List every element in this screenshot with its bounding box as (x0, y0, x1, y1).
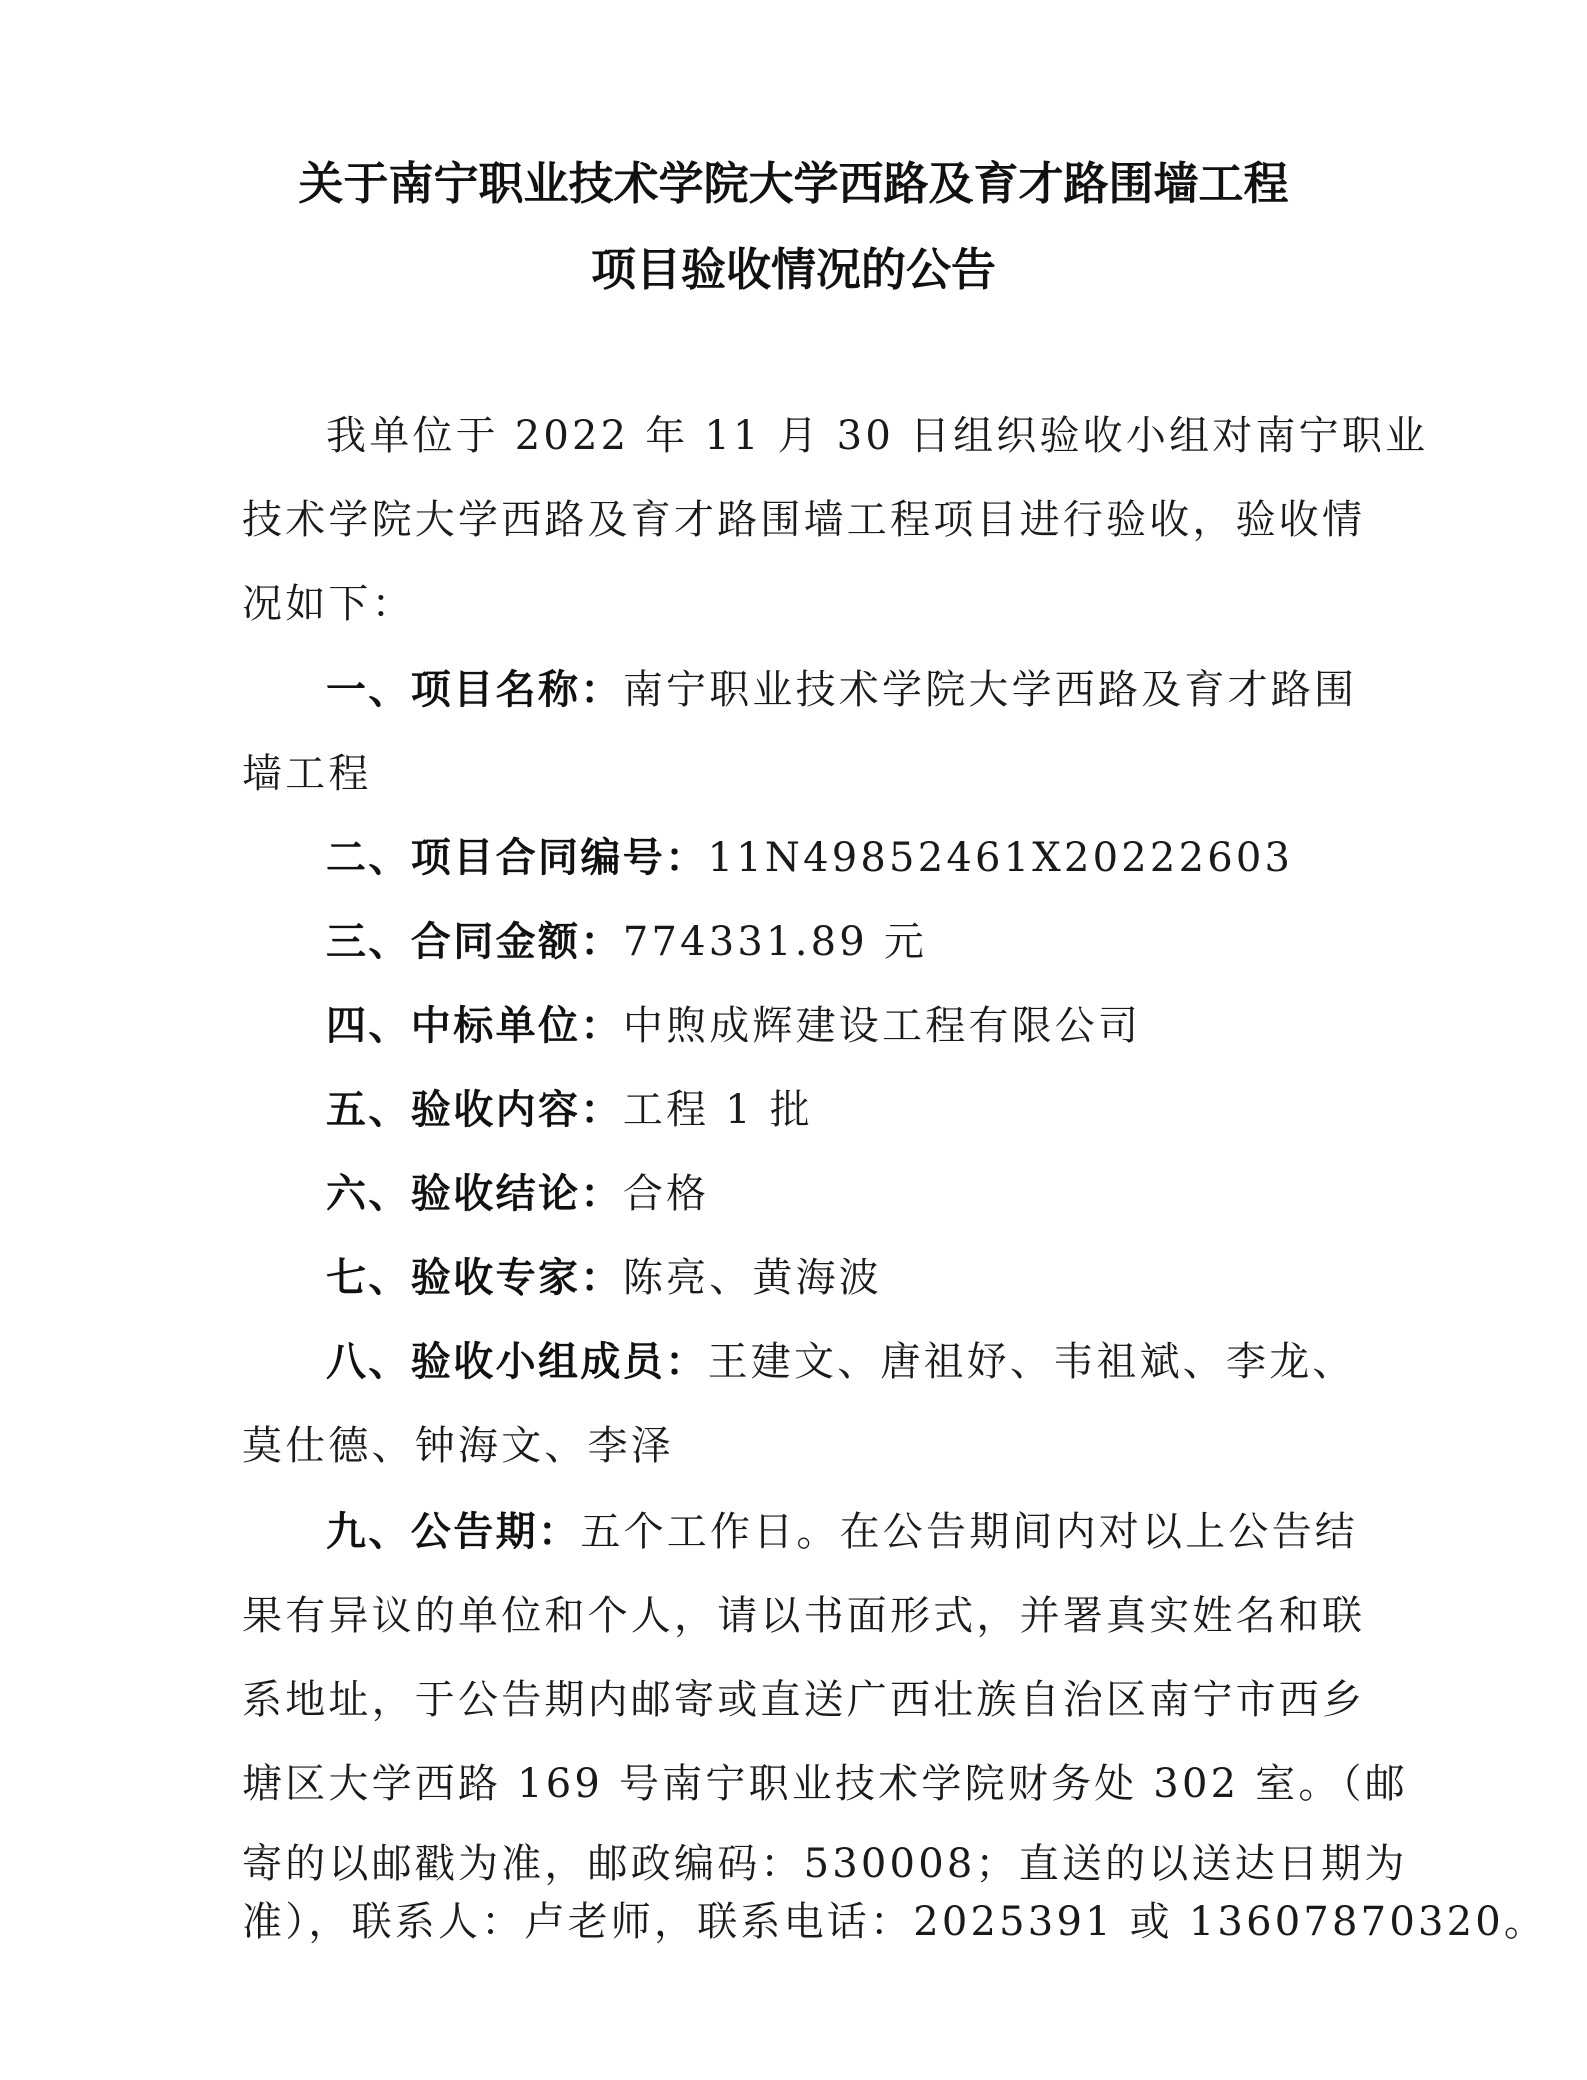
acceptance-conclusion-label: 六、验收结论： (326, 1171, 623, 1217)
item-acceptance-experts (326, 1250, 1436, 1306)
acceptance-conclusion-value: 合格 (622, 1171, 710, 1217)
group-members-value: 王建文、唐祖妤、韦祖斌、李龙、 (707, 1339, 1356, 1385)
winning-unit-value: 中煦成辉建设工程有限公司 (622, 1003, 1142, 1049)
item-project-name (326, 662, 1436, 718)
item-acceptance-conclusion (326, 1166, 1436, 1222)
notice-period-line-2: 果有异议的单位和个人，请以书面形式，并署真实姓名和联 (242, 1593, 1366, 1639)
document-title-line-2: 项目验收情况的公告 (590, 243, 996, 296)
group-members-value-continued: 莫仕德、钟海文、李泽 (242, 1423, 674, 1469)
contract-number-label: 二、项目合同编号： (326, 835, 708, 881)
contract-amount-value: 774331.89 元 (622, 919, 928, 965)
item-contract-number (326, 830, 1436, 886)
notice-period-line-6: 准），联系人：卢老师，联系电话：2025391 或 13607870320。 (242, 1899, 1548, 1945)
acceptance-experts-label: 七、验收专家： (326, 1255, 623, 1301)
contract-number-value: 11N49852461X20222603 (707, 835, 1294, 881)
item-group-members (326, 1334, 1436, 1390)
acceptance-content-value: 工程 1 批 (622, 1087, 813, 1133)
intro-line-2: 技术学院大学西路及育才路围墙工程项目进行验收，验收情 (242, 497, 1366, 543)
notice-period-line-3: 系地址，于公告期内邮寄或直送广西壮族自治区南宁市西乡 (242, 1677, 1366, 1723)
project-name-label: 一、项目名称： (326, 667, 623, 713)
intro-line-3: 况如下： (242, 581, 415, 627)
acceptance-content-label: 五、验收内容： (326, 1087, 623, 1133)
contract-amount-label: 三、合同金额： (326, 919, 623, 965)
document-title-line-1: 关于南宁职业技术学院大学西路及育才路围墙工程 (298, 157, 1289, 210)
item-winning-unit (326, 998, 1436, 1054)
group-members-label: 八、验收小组成员： (326, 1339, 708, 1385)
item-contract-amount (326, 914, 1436, 970)
project-name-value: 南宁职业技术学院大学西路及育才路围 (622, 667, 1358, 713)
notice-period-label: 九、公告期： (326, 1509, 581, 1555)
intro-line-1: 我单位于 2022 年 11 月 30 日组织验收小组对南宁职业 (326, 413, 1429, 459)
notice-period-value: 五个工作日。在公告期间内对以上公告结 (580, 1509, 1359, 1555)
notice-period-line-5: 寄的以邮戳为准，邮政编码：530008；直送的以送达日期为 (242, 1841, 1408, 1887)
acceptance-experts-value: 陈亮、黄海波 (622, 1255, 883, 1301)
project-name-value-continued: 墙工程 (242, 751, 372, 797)
notice-period-line-4: 塘区大学西路 169 号南宁职业技术学院财务处 302 室。（邮 (242, 1761, 1408, 1807)
winning-unit-label: 四、中标单位： (326, 1003, 623, 1049)
item-notice-period (326, 1504, 1436, 1560)
item-acceptance-content (326, 1082, 1436, 1138)
